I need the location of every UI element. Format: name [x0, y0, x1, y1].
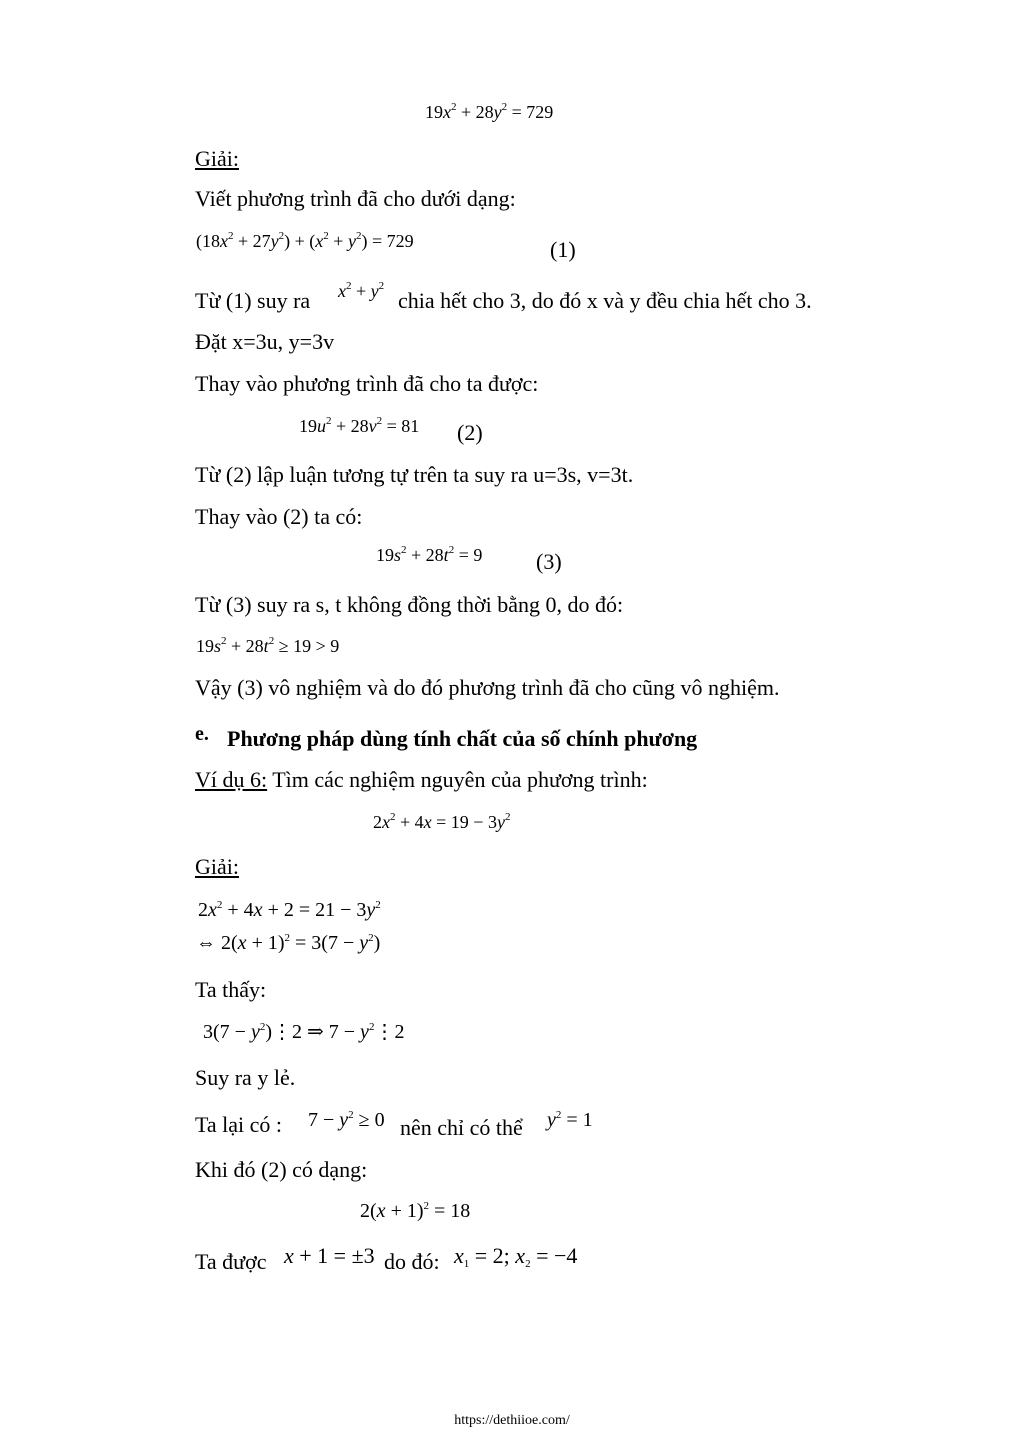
equation-x2y2: $x^2 + y^2$	[338, 280, 385, 301]
get-line-b: do đó:	[384, 1249, 440, 1274]
conclusion-line: Vậy (3) vô nghiệm và do đó phương trình đã cho cũng vô nghiệm.	[195, 675, 780, 700]
equation-form: $2(x + 1)^2 = 18$	[360, 1200, 471, 1222]
equation-1: $(18x^2 + 27y^2) + (x^2 + y^2) = 729$	[196, 230, 414, 251]
also-line-b: nên chỉ có thể	[400, 1115, 523, 1140]
equation-step-1: $2x^2 + 4x + 2 = 21 - 3y^2$	[198, 899, 381, 921]
example-line	[195, 769, 648, 791]
equation-roots: $x_1 = 2$; $x_2 = -4$	[454, 1243, 578, 1270]
equation-step-2: ⇔ $2(x + 1)^2 = 3(7 - y^2)$	[196, 932, 381, 954]
get-line-a: Ta được	[195, 1249, 267, 1274]
equation-2: $19u^2 + 28v^2 = 81$	[299, 415, 420, 436]
also-line-a: Ta lại có :	[195, 1112, 283, 1137]
equation-3-tag: (3)	[536, 549, 562, 574]
odd-line: Suy ra y lẻ.	[195, 1065, 296, 1090]
see-line: Ta thấy:	[195, 977, 267, 1002]
from-1-line-a: Từ (1) suy ra	[195, 288, 311, 313]
example-label: Ví dụ 6:	[195, 767, 268, 792]
rewrite-line: Viết phương trình đã cho dưới dạng:	[195, 186, 516, 211]
example-text: Tìm các nghiệm nguyên của phương trình:	[267, 767, 648, 792]
from-3-line: Từ (3) suy ra s, t không đồng thời bằng 0, do đó:	[195, 592, 624, 617]
solution-heading-2: Giải:	[195, 854, 239, 879]
solution-heading: Giải:	[195, 146, 239, 171]
equation-top: $19x^2 + 28y^2 = 729$	[425, 101, 554, 122]
equation-3: $19s^2 + 28t^2 = 9$	[376, 544, 483, 565]
equation-divisibility: $3(7 - y^2)⋮2$ ⇒ $7 - y^2⋮2$	[203, 1021, 405, 1043]
footer-url-link[interactable]: https://dethiioe.com/	[454, 1413, 570, 1428]
section-letter: e.	[195, 723, 209, 745]
equation-2-tag: (2)	[457, 420, 483, 445]
from-2-line: Từ (2) lập luận tương tự trên ta suy ra u=3s, v=3t.	[195, 462, 634, 487]
substitute-line: Thay vào phương trình đã cho ta được:	[195, 371, 539, 396]
from-1-line-b: chia hết cho 3, do đó x và y đều chia hết cho 3.	[398, 288, 812, 313]
form-line: Khi đó (2) có dạng:	[195, 1157, 368, 1182]
equation-1-tag: (1)	[550, 237, 576, 262]
set-line: Đặt x=3u, y=3v	[195, 329, 335, 354]
equation-inequality: $19s^2 + 28t^2 \ge 19 > 9$	[196, 635, 340, 656]
equation-nonneg: $7 - y^2 \ge 0$	[308, 1109, 385, 1131]
equation-plusminus: x + 1 = ±3	[284, 1243, 375, 1268]
equation-example: $2x^2 + 4x = 19 - 3y^2$	[373, 811, 511, 832]
equation-y-squared: $y^2 = 1$	[547, 1109, 593, 1131]
substitute-2-line: Thay vào (2) ta có:	[195, 504, 363, 529]
section-title: Phương pháp dùng tính chất của số chính phương	[227, 726, 698, 751]
